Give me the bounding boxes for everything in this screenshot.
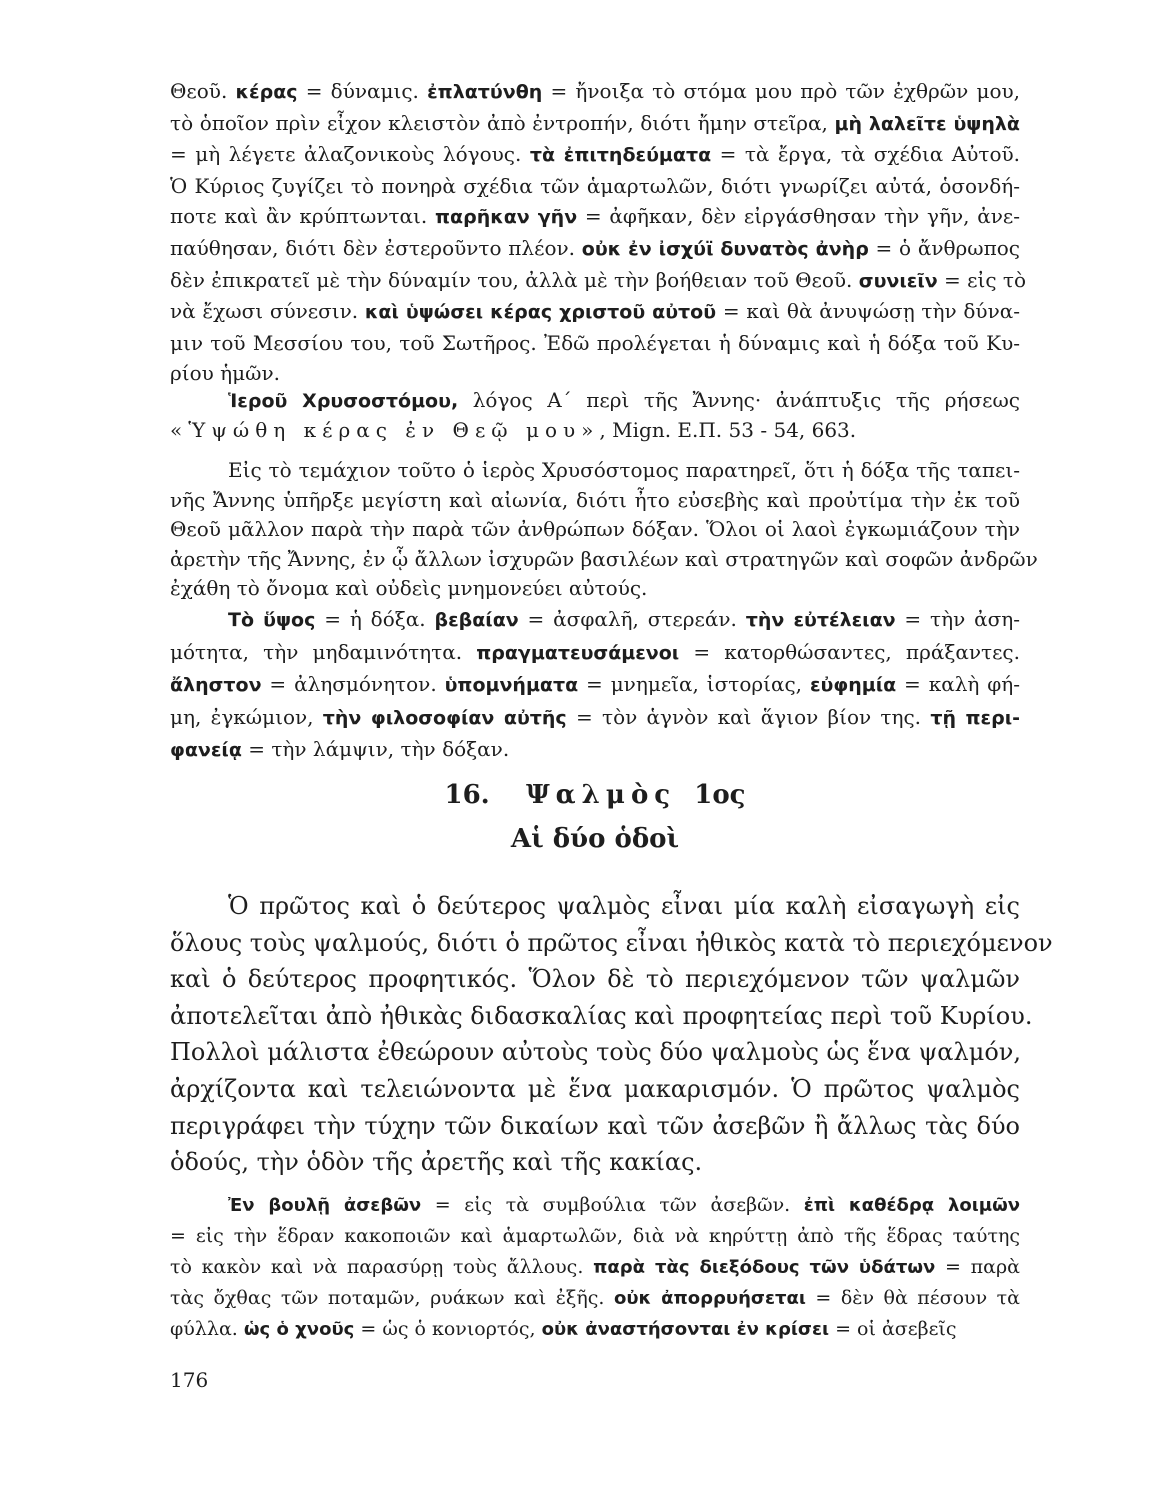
text-run: = εἰς τὸ — [937, 267, 1027, 292]
text-run: = εἰς τὴν ἕδραν κακοποιῶν καὶ ἁμαρτωλῶν, διὰ νὰ κηρύττῃ ἀπὸ τῆς ἕδρας ταύτης — [170, 1225, 1020, 1247]
glossary-term: οὐκ ἐν ἰσχύϊ δυνατὸς ἀνὴρ — [581, 237, 869, 260]
text-run: Θεοῦ μᾶλλον παρὰ τὴν παρὰ τῶν ἀνθρώπων δόξαν. Ὅλοι οἱ λαοὶ ἐγκωμιάζουν τὴν — [170, 517, 1020, 541]
text-run: νὰ ἔχωσι σύνεσιν. — [170, 299, 365, 324]
text-line — [170, 201, 1020, 233]
citation-source: , Mign. Ε.Π. 53 - 54, 663. — [599, 418, 857, 442]
text-line — [170, 515, 1020, 545]
text-run: = μὴ λέγετε ἀλαζονικοὺς λόγους. — [170, 142, 530, 167]
text-run: = ἀσφαλῆ, στερεάν. — [518, 607, 746, 631]
page-number: 176 — [170, 1368, 209, 1392]
text-line — [170, 1034, 1020, 1071]
glossary-term: βεβαίαν — [434, 609, 519, 631]
glossary-term: πραγματευσάμενοι — [476, 641, 680, 664]
section-subtitle: Αἱ δύο ὁδοὶ — [510, 824, 680, 854]
glossary-term: εὐφημία — [809, 674, 897, 696]
citation-line-1 — [170, 386, 1020, 416]
section-number: 16. — [444, 780, 490, 810]
glossary-term: ἐπὶ καθέδρᾳ λοιμῶν — [803, 1195, 1021, 1216]
text-line — [170, 669, 1020, 702]
text-line — [170, 961, 1020, 998]
text-run: = ἀλησμόνητον. — [261, 672, 445, 696]
text-run: περιγράφει τὴν τύχην τῶν δικαίων καὶ τῶν ἀσεβῶν ἢ ἄλλως τὰς δύο — [170, 1111, 1020, 1140]
text-line — [170, 1314, 1020, 1345]
commentary-paragraph-2 — [170, 456, 1038, 604]
glossary-paragraph-2 — [170, 1190, 1020, 1345]
glossary-term: ἐπλατύνθη — [427, 81, 543, 103]
glossary-term: συνιεῖν — [858, 269, 938, 292]
citation-line-2 — [170, 416, 1020, 445]
commentary-paragraph-1 — [170, 76, 1027, 389]
text-line — [170, 108, 1020, 140]
glossary-term: τὴν εὐτέλειαν — [745, 609, 896, 631]
text-line — [170, 734, 1020, 767]
text-line — [170, 139, 1020, 171]
glossary-term: παρῆκαν γῆν — [435, 206, 578, 229]
section-heading — [170, 780, 1020, 810]
text-run: Ὁ πρῶτος καὶ ὁ δεύτερος ψαλμὸς εἶναι μία καλὴ εἰσαγωγὴ εἰς — [228, 892, 1020, 920]
text-line — [170, 486, 1020, 516]
text-run: = ἡ δόξα. — [315, 607, 435, 631]
glossary-term: καὶ ὑψώσει κέρας χριστοῦ αὐτοῦ — [364, 301, 717, 324]
text-line — [170, 637, 1020, 670]
text-line — [170, 328, 1020, 359]
text-run: = δύναμις. — [297, 79, 428, 103]
text-run: μότητα, τὴν μηδαμινότητα. — [170, 639, 477, 664]
text-run: = οἱ ἀσεβεῖς — [829, 1318, 957, 1340]
text-line — [170, 265, 1027, 297]
text-run: δὲν ἐπικρατεῖ μὲ τὴν δύναμίν του, ἀλλὰ μὲ τὴν βοήθειαν τοῦ Θεοῦ. — [170, 267, 859, 292]
glossary-term: φανείᾳ — [170, 739, 242, 761]
text-run: = μνημεῖα, ἱστορίας, — [578, 672, 810, 696]
text-run: = εἰς τὰ συμβούλια τῶν ἀσεβῶν. — [421, 1194, 804, 1216]
glossary-term: τὰ ἐπιτηδεύματα — [529, 144, 712, 167]
text-line — [170, 1221, 1020, 1252]
text-line — [170, 171, 1020, 202]
text-run: Θεοῦ. — [170, 79, 236, 103]
citation-quote: «Ὑψώθη κέρας ἐν Θεῷ μου» — [170, 418, 600, 442]
section-ordinal: 1ος — [694, 780, 746, 810]
text-line — [170, 1283, 1020, 1314]
text-run: καὶ ὁ δεύτερος προφητικός. Ὅλον δὲ τὸ περιεχόμενον τῶν ψαλμῶν — [170, 965, 1020, 994]
text-run: νῆς Ἄννης ὑπῆρξε μεγίστη καὶ αἰωνία, διότι ἦτο εὐσεβὴς καὶ προὐτίμα τὴν ἐκ τοῦ — [170, 487, 1020, 512]
text-line — [170, 358, 1020, 389]
text-line — [170, 1071, 1020, 1108]
text-run: ρίου ἡμῶν. — [170, 361, 280, 386]
text-run: = καὶ θὰ ἀνυψώσῃ τὴν δύνα- — [716, 299, 1021, 324]
text-line — [170, 1144, 1020, 1181]
text-run: ποτε καὶ ἂν κρύπτωνται. — [170, 204, 436, 229]
text-run: Εἰς τὸ τεμάχιον τοῦτο ὁ ἱερὸς Χρυσόστομος παρατηρεῖ, ὅτι ἡ δόξα τῆς ταπει- — [228, 458, 1020, 482]
text-run: τὰς ὄχθας τῶν ποταμῶν, ρυάκων καὶ ἐξῆς. — [170, 1287, 614, 1309]
text-run: = τὴν ἀση- — [895, 607, 1020, 631]
glossary-term: ὑπομνήματα — [444, 674, 579, 696]
glossary-term: Ἐν βουλῇ ἀσεβῶν — [228, 1195, 422, 1216]
text-line — [170, 76, 1020, 108]
glossary-term: Τὸ ὕψος — [228, 609, 316, 631]
text-run: = τὰ ἔργα, τὰ σχέδια Αὐτοῦ. — [711, 142, 1021, 167]
text-line — [170, 1252, 1020, 1283]
text-line — [170, 456, 1020, 486]
section-title: Ψαλμὸς — [525, 780, 677, 810]
glossary-term: τὴν φιλοσοφίαν αὐτῆς — [322, 706, 567, 729]
text-run: ἀρετὴν τῆς Ἄννης, ἐν ᾧ ἄλλων ἰσχυρῶν βασιλέων καὶ στρατηγῶν καὶ σοφῶν ἀνδρῶν — [170, 546, 1038, 571]
glossary-term: κέρας — [235, 81, 298, 103]
text-run: φύλλα. — [170, 1318, 244, 1340]
text-run: = ὡς ὁ κονιορτός, — [354, 1318, 542, 1340]
text-run: = καλὴ φή- — [896, 672, 1020, 696]
text-run: Πολλοὶ μάλιστα ἐθεώρουν αὐτοὺς τοὺς δύο ψαλμοὺς ὡς ἕνα ψαλμόν, — [170, 1038, 1021, 1067]
glossary-term: μὴ λαλεῖτε ὑψηλὰ — [834, 112, 1020, 135]
text-run: μη, ἐγκώμιον, — [170, 704, 323, 729]
glossary-term: οὐκ ἀναστήσονται ἐν κρίσει — [541, 1319, 830, 1340]
citation-author: Ἱεροῦ Χρυσοστόμου, — [228, 390, 459, 412]
glossary-term: οὐκ ἀπορρυήσεται — [613, 1288, 806, 1309]
glossary-term: ὡς ὁ χνοῦς — [243, 1319, 355, 1340]
text-run: = δὲν θὰ πέσουν τὰ — [805, 1287, 1020, 1309]
text-run: μιν τοῦ Μεσσίου του, τοῦ Σωτῆρος. Ἐδῶ προλέγεται ἡ δύναμις καὶ ἡ δόξα τοῦ Κυ- — [170, 330, 1020, 355]
text-run: = ἤνοιξα τὸ στόμα μου πρὸ τῶν ἐχθρῶν μου, — [542, 79, 1021, 103]
text-line — [170, 233, 1020, 265]
text-run: Ὁ Κύριος ζυγίζει τὸ πονηρὰ σχέδια τῶν ἁμαρτωλῶν, διότι γνωρίζει αὐτά, ὁσονδή- — [170, 173, 1020, 198]
text-run: = κατορθώσαντες, πράξαντες. — [679, 639, 1020, 664]
text-line — [170, 574, 1020, 604]
glossary-paragraph-1 — [170, 604, 1020, 767]
text-line — [170, 702, 1020, 735]
text-run: = τὴν λάμψιν, τὴν δόξαν. — [241, 737, 510, 761]
text-run: τὸ κακὸν καὶ νὰ παρασύρῃ τοὺς ἄλλους. — [170, 1256, 594, 1278]
glossary-term: ἄληστον — [170, 674, 262, 696]
psalm-intro-paragraph — [170, 888, 1053, 1181]
text-line — [170, 1108, 1020, 1145]
text-line — [170, 604, 1020, 637]
glossary-term: παρὰ τὰς διεξόδους τῶν ὑδάτων — [593, 1257, 936, 1278]
text-line — [170, 888, 1020, 925]
text-run: ἀποτελεῖται ἀπὸ ἠθικὰς διδασκαλίας καὶ προφητείας περὶ τοῦ Κυρίου. — [170, 1001, 1033, 1030]
text-run: ὁδούς, τὴν ὁδὸν τῆς ἀρετῆς καὶ τῆς κακίας. — [170, 1148, 703, 1177]
text-line — [170, 545, 1038, 575]
text-run: ἐχάθη τὸ ὄνομα καὶ οὐδεὶς μνημονεύει αὐτούς. — [170, 576, 648, 600]
text-run: = τὸν ἁγνὸν καὶ ἅγιον βίον της. — [566, 704, 931, 729]
text-run: = παρὰ — [935, 1256, 1020, 1278]
text-run: ἀρχίζοντα καὶ τελειώνοντα μὲ ἕνα μακαρισμόν. Ὁ πρῶτος ψαλμὸς — [170, 1074, 1020, 1103]
glossary-term: τῇ περι- — [930, 706, 1020, 729]
citation-paragraph — [170, 386, 1020, 445]
text-run: ὅλους τοὺς ψαλμούς, διότι ὁ πρῶτος εἶναι ἠθικὸς κατὰ τὸ περιεχόμενον — [170, 928, 1053, 957]
text-line — [170, 296, 1020, 328]
citation-text-1: λόγος Α΄ περὶ τῆς Ἄννης· ἀνάπτυξις τῆς ρήσεως — [458, 388, 1020, 412]
text-run: = ὁ ἄνθρωπος — [868, 235, 1021, 260]
text-line — [170, 925, 1053, 962]
text-run: = ἀφῆκαν, δὲν εἰργάσθησαν τὴν γῆν, ἀνε- — [577, 204, 1021, 229]
text-run: τὸ ὁποῖον πρὶν εἶχον κλειστὸν ἀπὸ ἐντροπήν, διότι ἤμην στεῖρα, — [170, 110, 835, 135]
text-line — [170, 1190, 1020, 1221]
text-line — [170, 998, 1033, 1035]
text-run: παύθησαν, διότι δὲν ἐστεροῦντο πλέον. — [170, 235, 582, 260]
